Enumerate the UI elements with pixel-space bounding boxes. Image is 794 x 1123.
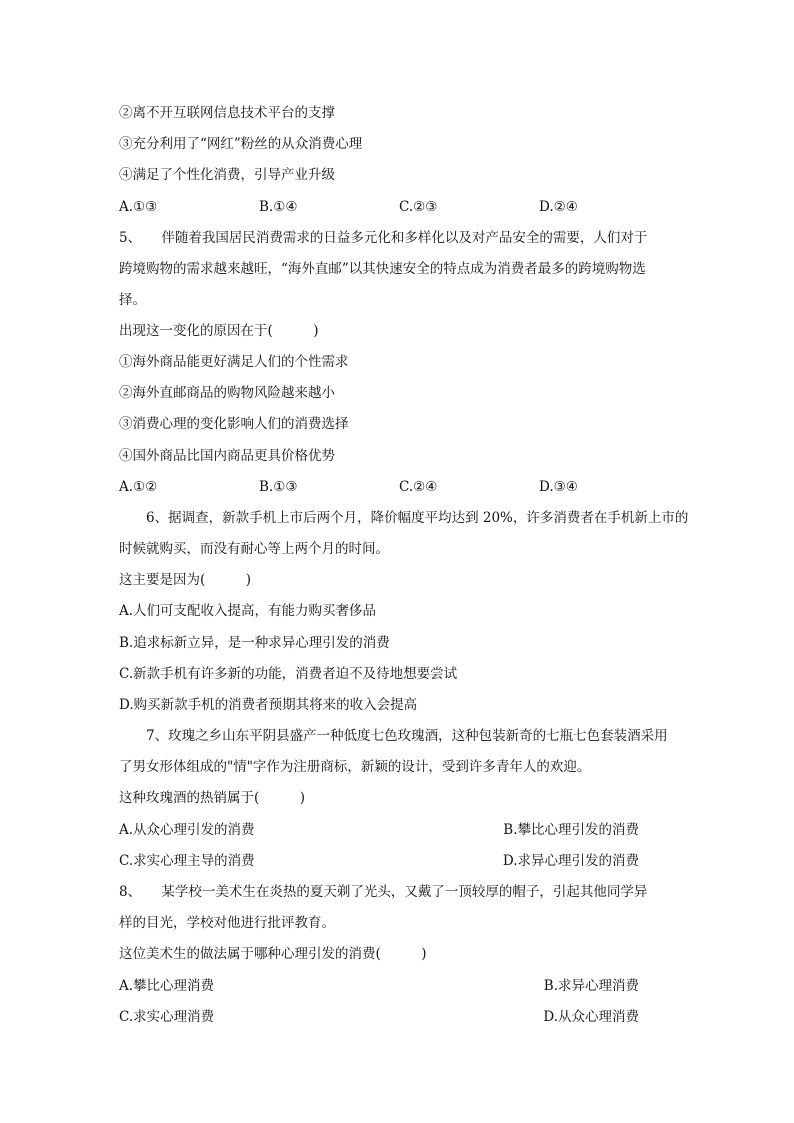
- q5-option-c[interactable]: C.②④: [399, 479, 438, 495]
- q6-question: 这主要是因为( ): [119, 572, 252, 588]
- q8-option-a[interactable]: A.攀比心理消费: [119, 978, 215, 994]
- q7-stem-line-1: 7、玫瑰之乡山东平阴县盛产一种低度七色玫瑰酒，这种包装新奇的七瓶七色套装酒采用: [146, 728, 668, 744]
- q6-stem-line-2: 时候就购买，而没有耐心等上两个月的时间。: [119, 541, 389, 557]
- q8-option-d[interactable]: D.从众心理消费: [543, 1009, 639, 1025]
- q8-option-c[interactable]: C.求实心理消费: [119, 1009, 215, 1025]
- q4-item-4: ④满足了个性化消费，引导产业升级: [119, 167, 335, 183]
- q5-option-b[interactable]: B.①③: [259, 479, 298, 495]
- q4-option-c[interactable]: C.②③: [399, 199, 438, 215]
- q7-option-d[interactable]: D.求异心理引发的消费: [502, 853, 639, 869]
- q4-option-d[interactable]: D.②④: [539, 199, 578, 215]
- q5-option-d[interactable]: D.③④: [539, 479, 578, 495]
- q4-item-2: ②离不开互联网信息技术平台的支撑: [119, 105, 335, 121]
- q5-item-3: ③消费心理的变化影响人们的消费选择: [119, 416, 349, 432]
- q5-item-2: ②海外直邮商品的购物风险越来越小: [119, 385, 335, 401]
- q4-option-b[interactable]: B.①④: [259, 199, 298, 215]
- q5-item-1: ①海外商品能更好满足人们的个性需求: [119, 354, 349, 370]
- q4-item-3: ③充分利用了“网红”粉丝的从众消费心理: [119, 136, 363, 152]
- q8-option-b[interactable]: B.求异心理消费: [543, 978, 639, 994]
- q4-options: [119, 198, 679, 216]
- q7-option-b[interactable]: B.攀比心理引发的消费: [503, 822, 639, 838]
- q7-stem-line-2: 了男女形体组成的"情"字作为注册商标，新颖的设计，受到许多青年人的欢迎。: [119, 759, 591, 775]
- q6-stem-line-1: 6、据调查，新款手机上市后两个月，降价幅度平均达到 20%，许多消费者在手机新上市的: [146, 510, 689, 526]
- q6-option-a[interactable]: A.人们可支配收入提高，有能力购买奢侈品: [119, 603, 377, 619]
- q7-option-a[interactable]: A.从众心理引发的消费: [119, 822, 255, 838]
- q8-question: 这位美术生的做法属于哪种心理引发的消费( ): [119, 946, 427, 962]
- q8-options-row-2: [119, 1008, 639, 1026]
- q5-stem-line-2: 跨境购物的需求越来越旺，“海外直邮”以其快速安全的特点成为消费者最多的跨境购物选: [119, 261, 646, 277]
- q6-option-d[interactable]: D.购买新款手机的消费者预期其将来的收入会提高: [119, 697, 418, 713]
- q7-options-row-1: [119, 821, 639, 839]
- q5-stem-line-3: 择。: [119, 292, 146, 308]
- q7-question: 这种玫瑰酒的热销属于( ): [119, 790, 306, 806]
- q5-options: [119, 478, 679, 496]
- q5-question: 出现这一变化的原因在于( ): [119, 323, 319, 339]
- q5-option-a[interactable]: A.①②: [119, 479, 158, 495]
- q5-stem-line-1: 5、 伴随着我国居民消费需求的日益多元化和多样化以及对产品安全的需要，人们对于: [119, 230, 648, 246]
- q7-options-row-2: [119, 852, 639, 870]
- q6-option-b[interactable]: B.追求标新立异，是一种求异心理引发的消费: [119, 635, 390, 651]
- q8-stem-line-2: 样的目光，学校对他进行批评教育。: [119, 915, 335, 931]
- q8-stem-line-1: 8、 某学校一美术生在炎热的夏天剃了光头，又戴了一顶较厚的帽子，引起其他同学异: [119, 884, 648, 900]
- q4-option-a[interactable]: A.①③: [119, 199, 158, 215]
- q7-option-c[interactable]: C.求实心理主导的消费: [119, 853, 255, 869]
- q5-item-4: ④国外商品比国内商品更具价格优势: [119, 448, 335, 464]
- q6-option-c[interactable]: C.新款手机有许多新的功能，消费者迫不及待地想要尝试: [119, 666, 458, 682]
- q8-options-row-1: [119, 977, 639, 995]
